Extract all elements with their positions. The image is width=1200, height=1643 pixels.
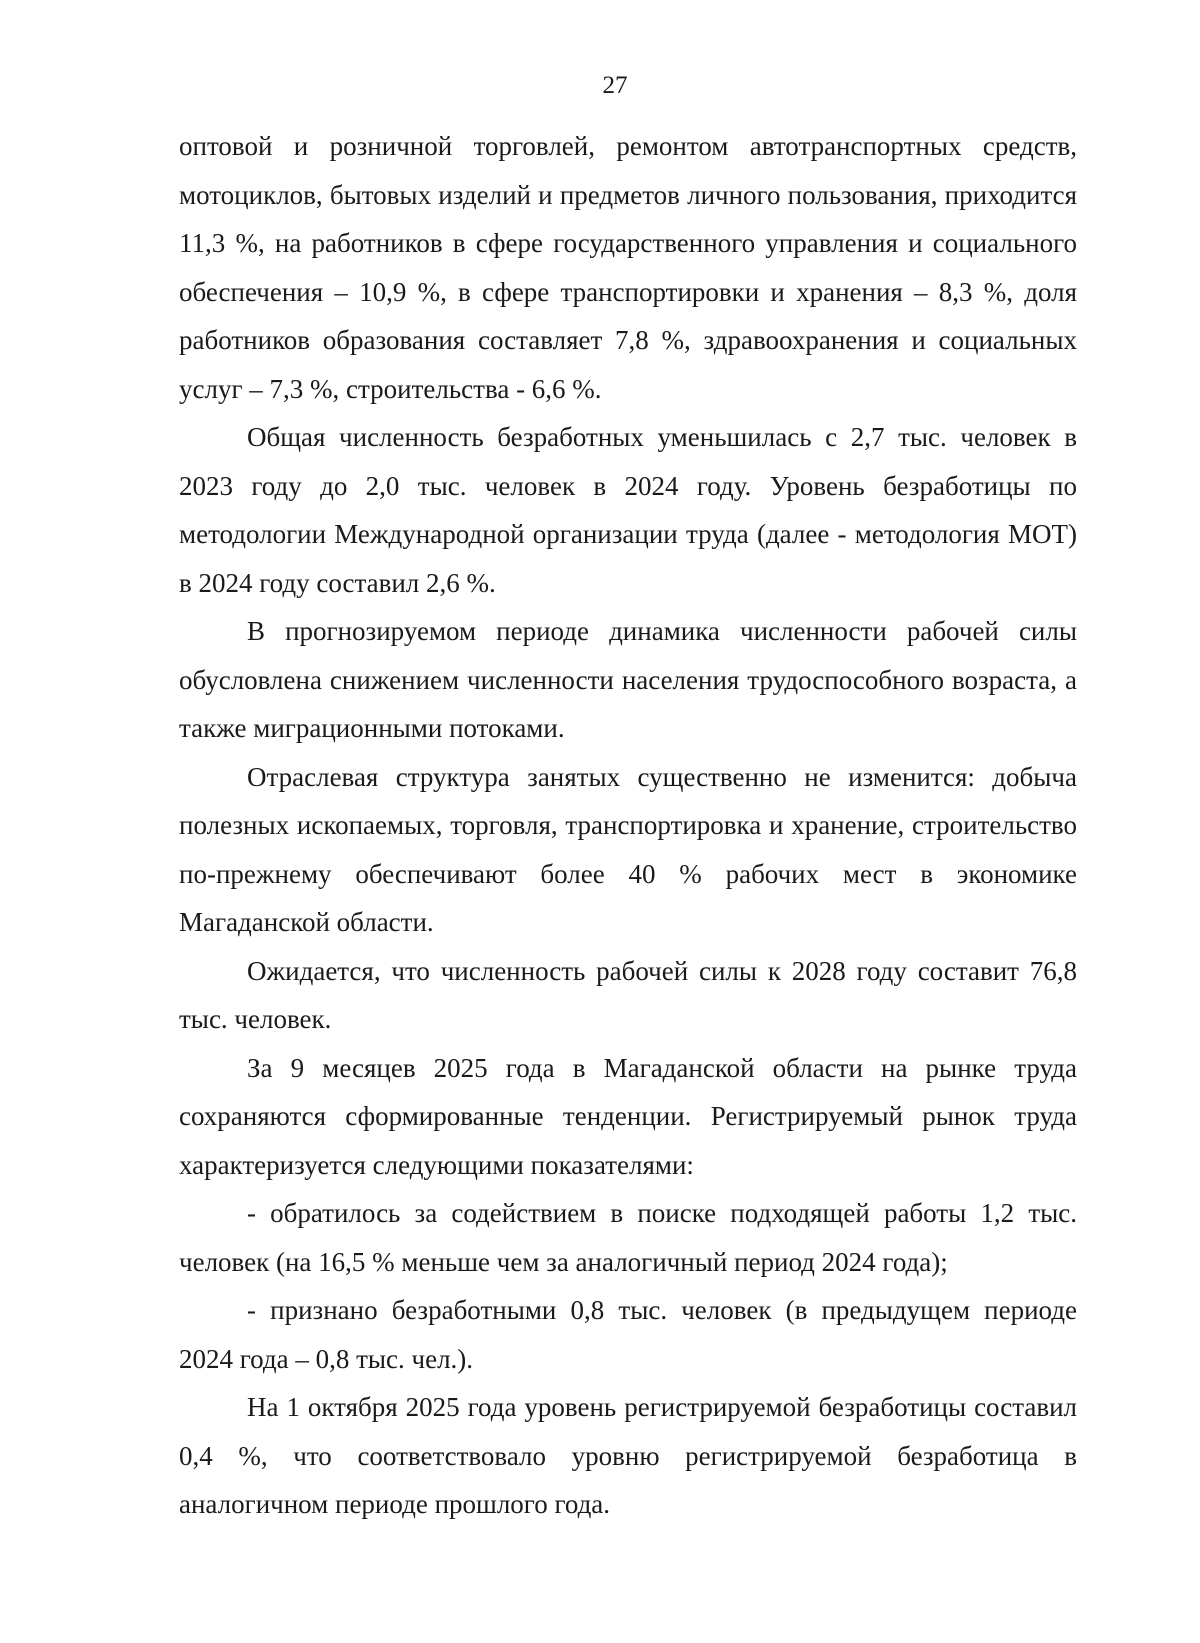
paragraph-nine-months: За 9 месяцев 2025 года в Магаданской области на рынке труда сохраняются сформированные тенденции. Регистрируемый рынок труда характеризуется следующими показателями: [179,1052,1077,1180]
list-item-recognized-unemployed: - признано безработными 0,8 тыс. человек (в предыдущем периоде 2024 года – 0,8 тыс. чел.). [179,1295,1077,1374]
paragraph-labor-force-forecast: Ожидается, что численность рабочей силы к 2028 году составит 76,8 тыс. человек. [179,955,1077,1034]
paragraph-sector-structure: Отраслевая структура занятых существенно не изменится: добыча полезных ископаемых, торговля, транспортировка и хранение, строительство по-прежнему обеспечивают более 40 % рабочих мест в экономике Магаданской области. [179,761,1077,937]
paragraph-employment-structure: оптовой и розничной торговлей, ремонтом автотранспортных средств, мотоциклов, бытовых изделий и предметов личного пользования, приходится 11,3 %, на работников в сфере государственного управления и социального обеспечения – 10,9 %, в сфере транспортировки и хранения – 8,3 %, доля работников образования составляет 7,8 %, здравоохранения и социальных услуг – 7,3 %, строительства - 6,6 %. [179,131,1077,404]
paragraph-labor-force-dynamics: В прогнозируемом периоде динамика численности рабочей силы обусловлена снижением численности населения трудоспособного возраста, а также миграционными потоками. [179,616,1077,743]
paragraph-registered-unemployment: На 1 октября 2025 года уровень регистрируемой безработицы составил 0,4 %, что соответствовало уровню регистрируемой безработица в аналогичном периоде прошлого года. [179,1392,1077,1519]
body-text [179,122,1077,1529]
page-number: 27 [602,72,628,99]
paragraph-unemployment: Общая численность безработных уменьшилась с 2,7 тыс. человек в 2023 году до 2,0 тыс. человек в 2024 году. Уровень безработицы по методологии Международной организации труда (далее - методология МОТ) в 2024 году составил 2,6 %. [179,422,1077,598]
list-item-applied: - обратилось за содействием в поиске подходящей работы 1,2 тыс. человек (на 16,5 % меньше чем за аналогичный период 2024 года); [179,1198,1077,1277]
